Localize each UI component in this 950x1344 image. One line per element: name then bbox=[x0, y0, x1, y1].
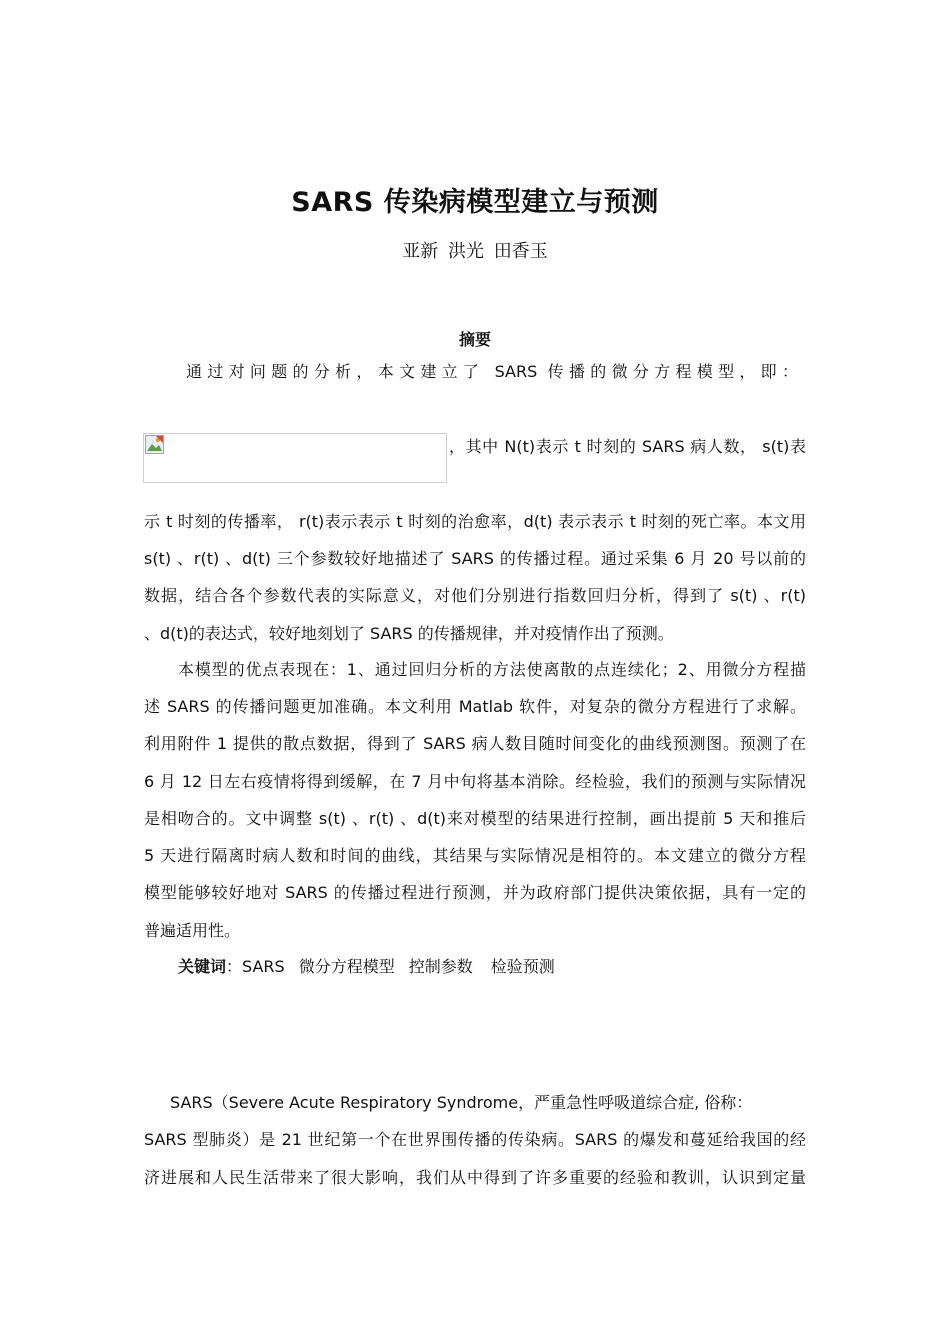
abstract-line: 示 t 时刻的传播率， r(t)表示表示 t 时刻的治愈率，d(t) 表示表示 t 时刻的死亡率。本文用 bbox=[144, 512, 806, 531]
abstract-line: 是相吻合的。文中调整 s(t) 、r(t) 、d(t)来对模型的结果进行控制，画出提前 5 天和推后 bbox=[144, 809, 806, 828]
abstract-intro-line: 通过对问题的分析，本文建立了 SARS 传播的微分方程模型，即： bbox=[186, 362, 798, 381]
abstract-line: 5 天进行隔离时病人数和时间的曲线，其结果与实际情况是相符的。本文建立的微分方程 bbox=[144, 846, 806, 865]
intro-line: SARS（Severe Acute Respiratory Syndrome，严重急性呼吸道综合症, 俗称： bbox=[170, 1093, 753, 1112]
keyword: 微分方程模型 bbox=[298, 957, 395, 976]
intro-line: SARS 型肺炎）是 21 世纪第一个在世界围传播的传染病。SARS 的爆发和蔓延给我国的经 bbox=[144, 1130, 806, 1149]
keyword: 控制参数 bbox=[408, 957, 473, 976]
abstract-line: 数据，结合各个参数代表的实际意义，对他们分别进行指数回归分析，得到了 s(t) 、r(t) bbox=[144, 586, 806, 605]
keywords-line bbox=[178, 957, 806, 977]
keywords-label: 关键词 bbox=[178, 957, 227, 976]
paper-authors: 亚新 洪光 田香玉 bbox=[402, 241, 548, 262]
abstract-heading: 摘要 bbox=[458, 330, 491, 349]
abstract-line: s(t) 、r(t) 、d(t) 三个参数较好地描述了 SARS 的传播过程。通过采集 6 月 20 号以前的 bbox=[144, 549, 806, 568]
keywords-separator: ： bbox=[226, 957, 243, 976]
paper-title: SARS 传染病模型建立与预测 bbox=[291, 187, 659, 218]
formula-image bbox=[143, 433, 447, 483]
abstract-line: 、d(t)的表达式，较好地刻划了 SARS 的传播规律，并对疫情作出了预测。 bbox=[144, 624, 674, 643]
intro-line: 济进展和人民生活带来了很大影响，我们从中得到了许多重要的经验和教训，认识到定量 bbox=[144, 1168, 806, 1187]
abstract-line: 述 SARS 的传播问题更加准确。本文利用 Matlab 软件，对复杂的微分方程进行了求解。 bbox=[144, 697, 806, 716]
abstract-line: 模型能够较好地对 SARS 的传播过程进行预测，并为政府部门提供决策依据，具有一定的 bbox=[144, 883, 806, 902]
abstract-line: 本模型的优点表现在：1、通过回归分析的方法使离散的点连续化；2、用微分方程描 bbox=[178, 660, 806, 679]
formula-tail-text: ，其中 N(t)表示 t 时刻的 SARS 病人数， s(t)表 bbox=[449, 437, 806, 456]
abstract-line: 利用附件 1 提供的散点数据，得到了 SARS 病人数目随时间变化的曲线预测图。预测了在 bbox=[144, 734, 806, 753]
keyword: SARS bbox=[242, 957, 285, 976]
keyword: 检验预测 bbox=[490, 957, 555, 976]
abstract-line: 普遍适用性。 bbox=[144, 921, 241, 940]
abstract-line: 6 月 12 日左右疫情将得到缓解，在 7 月中旬将基本消除。经检验，我们的预测与实际情况 bbox=[144, 772, 806, 791]
broken-image-icon bbox=[145, 435, 164, 454]
